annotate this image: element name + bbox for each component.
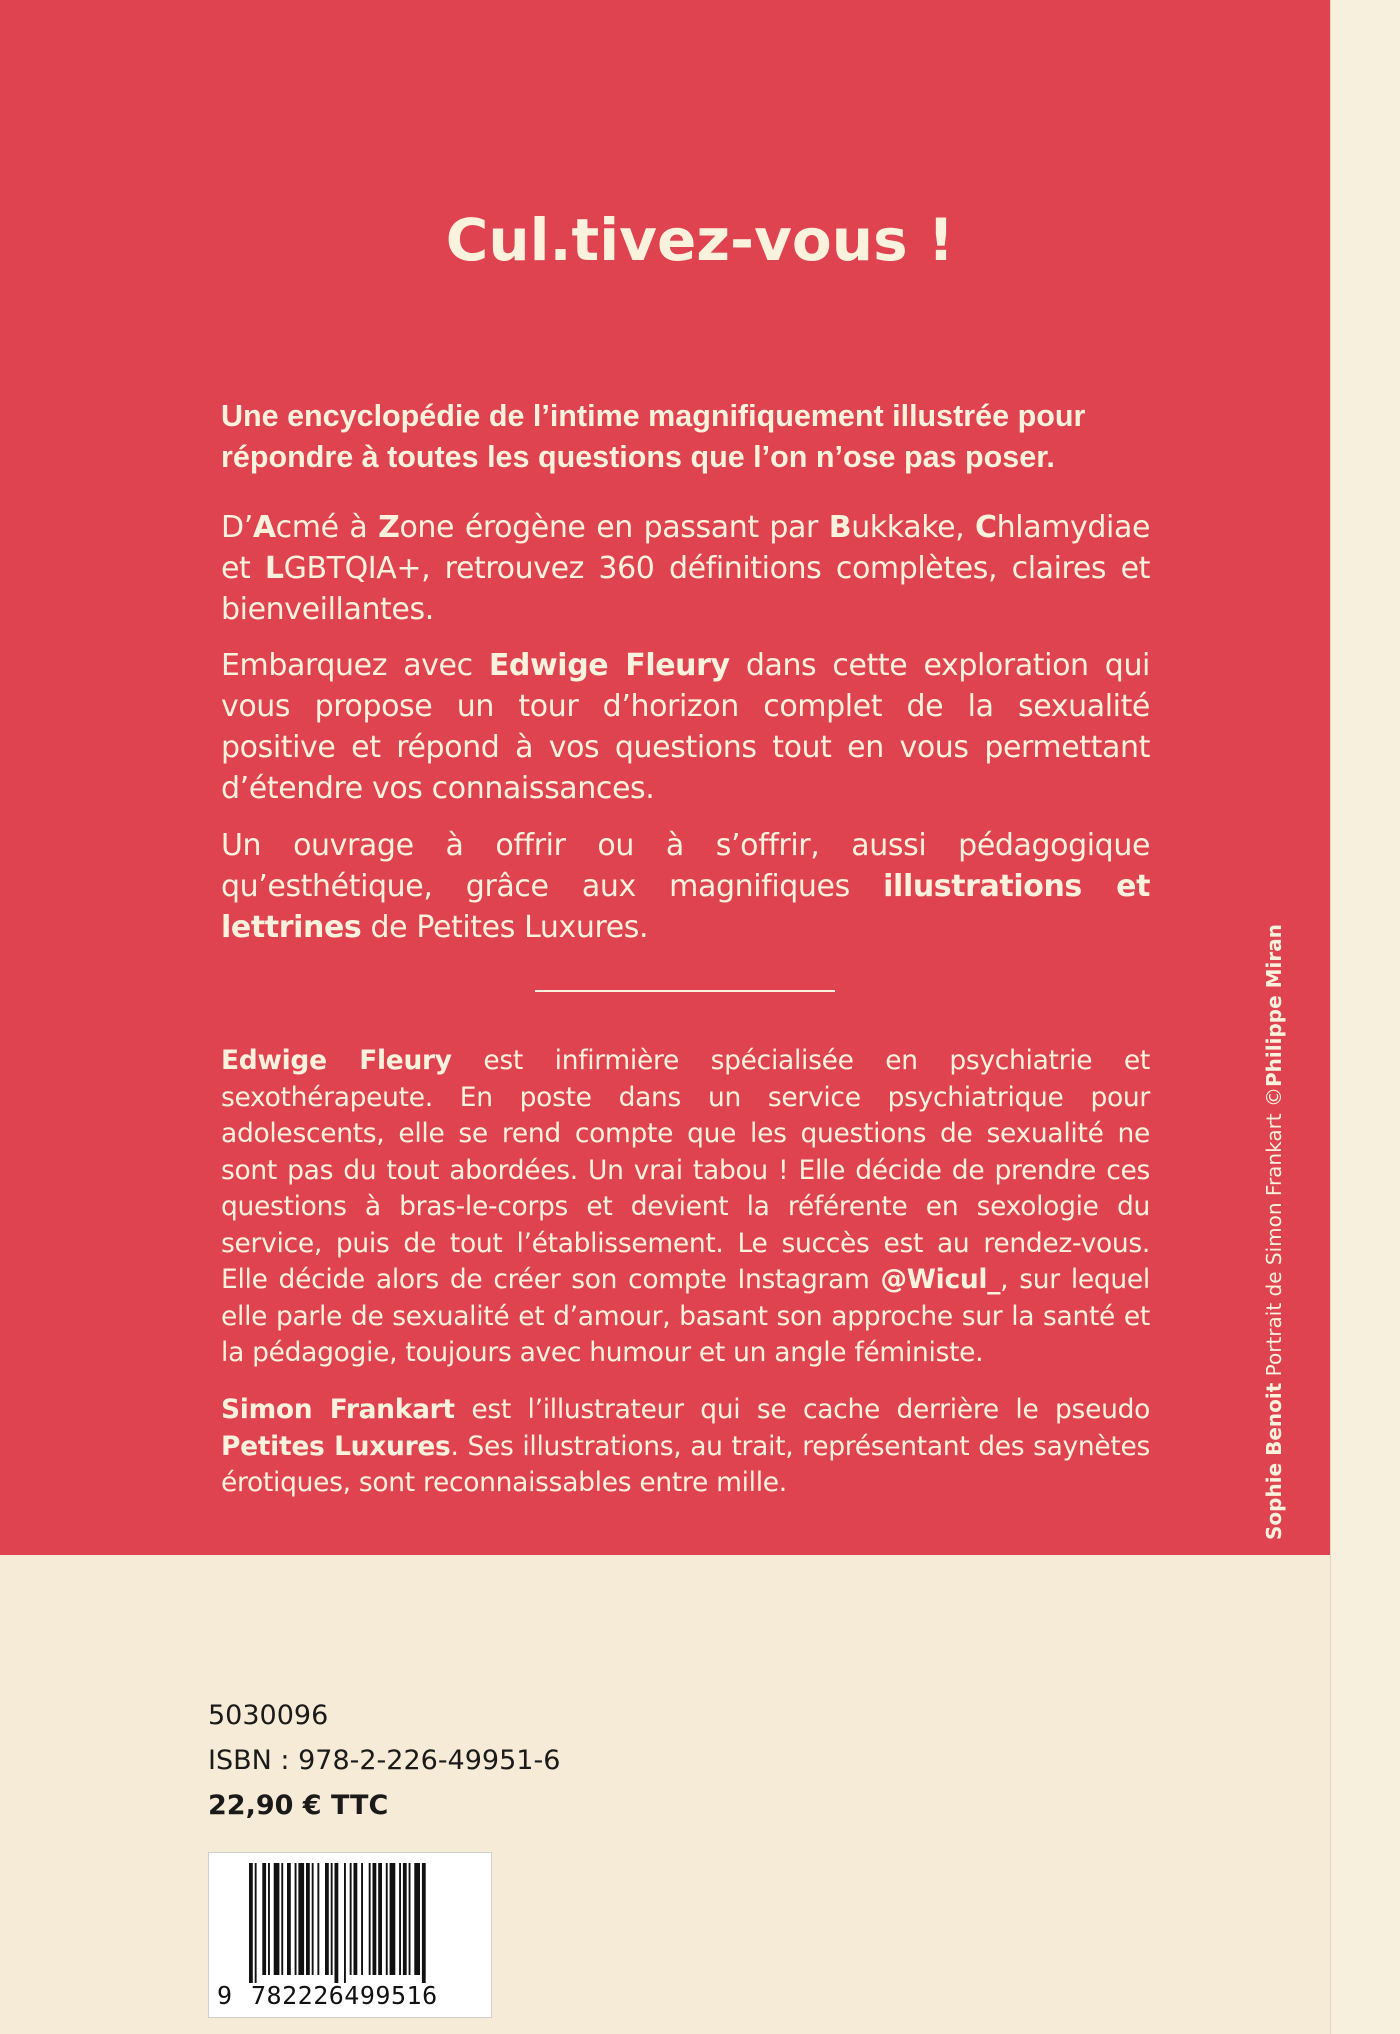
barcode [208,1852,492,2018]
barcode-bar [306,1863,310,1975]
barcode-bar [350,1863,352,1975]
embark-text: dans cette exploration qui vous propose un tour d’horizon complet de la sexualité positive et répond à vos questions tout en vous permettant d’étendre vos connaissances. [221,648,1150,806]
barcode-bar [255,1863,257,1983]
barcode-bar [390,1863,396,1975]
embark-paragraph [221,645,1150,809]
illustrator-bio [221,1392,1150,1502]
intro-text: one érogène en passant par [399,510,829,545]
ouvrage-paragraph [221,825,1150,948]
barcode-bar [378,1863,382,1975]
ouvrage-text: de Petites Luxures. [361,910,649,945]
isbn: ISBN : 978-2-226-49951-6 [208,1745,561,1776]
barcode-bar [317,1863,319,1975]
ouvrage-highlight: illustrations et lettrines [221,869,1151,945]
author-bio [221,1043,1150,1372]
barcode-bar [331,1863,333,1975]
barcode-bar [422,1863,426,1983]
barcode-bar [344,1863,346,1983]
barcode-bar [386,1863,388,1975]
illustrator-name: Simon Frankart [221,1394,455,1425]
barcode-bar [281,1863,283,1975]
lettrine-b: B [828,510,852,545]
back-cover-right-edge [1330,0,1400,2034]
lead-paragraph: Une encyclopédie de l’intime magnifiquement illustrée pour répondre à toutes les questions que l’on n’ose pas poser. [221,399,1086,474]
author-name: Edwige Fleury [221,1045,452,1076]
barcode-bar [262,1863,266,1975]
barcode-bar [274,1863,280,1975]
price: 22,90 € TTC [208,1790,389,1821]
lettrine-l: L [264,551,284,586]
barcode-bar [298,1863,304,1975]
cover-title: Cul.tivez-vous ! [445,206,955,274]
barcode-number: 782226499516 [251,1981,438,2010]
lettrine-a: A [252,510,276,545]
lettrine-c: C [975,510,997,545]
barcode-bar [403,1863,407,1975]
barcode-bar [295,1863,297,1975]
intro-text: ukkake, [851,510,976,545]
barcode-bar [373,1863,377,1975]
bio-text: est infirmière spécialisée en psychiatrie et sexothérapeute. En poste dans un service psychiatrique pour adolescents, elle se rend compte que les questions de sexualité ne sont pas du tout abordées. Un vrai tabou ! Elle décide de prendre ces questions à bras-le-corps et devient la référente en sexologie du service, puis de tout l’établissement. Le succès est au rendez-vous. Elle décide alors de créer son compte Instagram [221,1045,1150,1295]
bio-text: . Ses illustrations, au trait, représentant des saynètes érotiques, sont reconnaissables entre mille. [221,1430,1151,1498]
author-name: Edwige Fleury [488,648,730,683]
intro-text: D’ [221,510,253,545]
embark-text: Embarquez avec [221,648,489,683]
barcode-bar [312,1863,314,1975]
credit-photographer: Philippe Miran [1262,924,1286,1087]
product-reference: 5030096 [208,1700,329,1731]
intro-text: GBTQIA+, retrouvez 360 définitions complètes, claires et bienveillantes. [221,551,1150,627]
barcode-bar [361,1863,363,1975]
barcode-bar [414,1863,420,1975]
intro-text: hlamydiae et [221,510,1151,586]
barcode-bar [249,1863,253,1983]
bio-text: , sur lequel elle parle de sexualité et d’amour, basant son approche sur la santé et la pédagogie, toujours avec humour et un angle féministe. [221,1264,1150,1368]
illustrator-pseudo: Petites Luxures [221,1430,451,1462]
ouvrage-text: Un ouvrage à offrir ou à s’offrir, aussi pédagogique qu’esthétique, grâce aux magnifiques [221,828,1150,904]
barcode-bar [268,1863,270,1975]
lettrine-z: Z [378,510,400,545]
credit-text: Portrait de Simon Frankart © [1262,1086,1286,1383]
barcode-bar [409,1863,411,1975]
intro-paragraph [221,507,1150,630]
barcode-bar [399,1863,401,1975]
barcode-first-digit: 9 [217,1981,233,2010]
section-divider [535,990,835,992]
barcode-bar [325,1863,329,1975]
instagram-handle: @Wicul_ [880,1264,1001,1295]
barcode-bars [209,1853,491,1983]
credit-photographer: Sophie Benoit [1262,1382,1286,1540]
bio-text: est l’illustrateur qui se cache derrière le pseudo [454,1394,1150,1425]
photo-credit [1262,924,1286,1540]
barcode-bar [335,1863,339,1983]
barcode-bar [369,1863,371,1975]
barcode-bar [354,1863,358,1975]
barcode-bar [287,1863,291,1975]
intro-text: cmé à [275,510,379,545]
